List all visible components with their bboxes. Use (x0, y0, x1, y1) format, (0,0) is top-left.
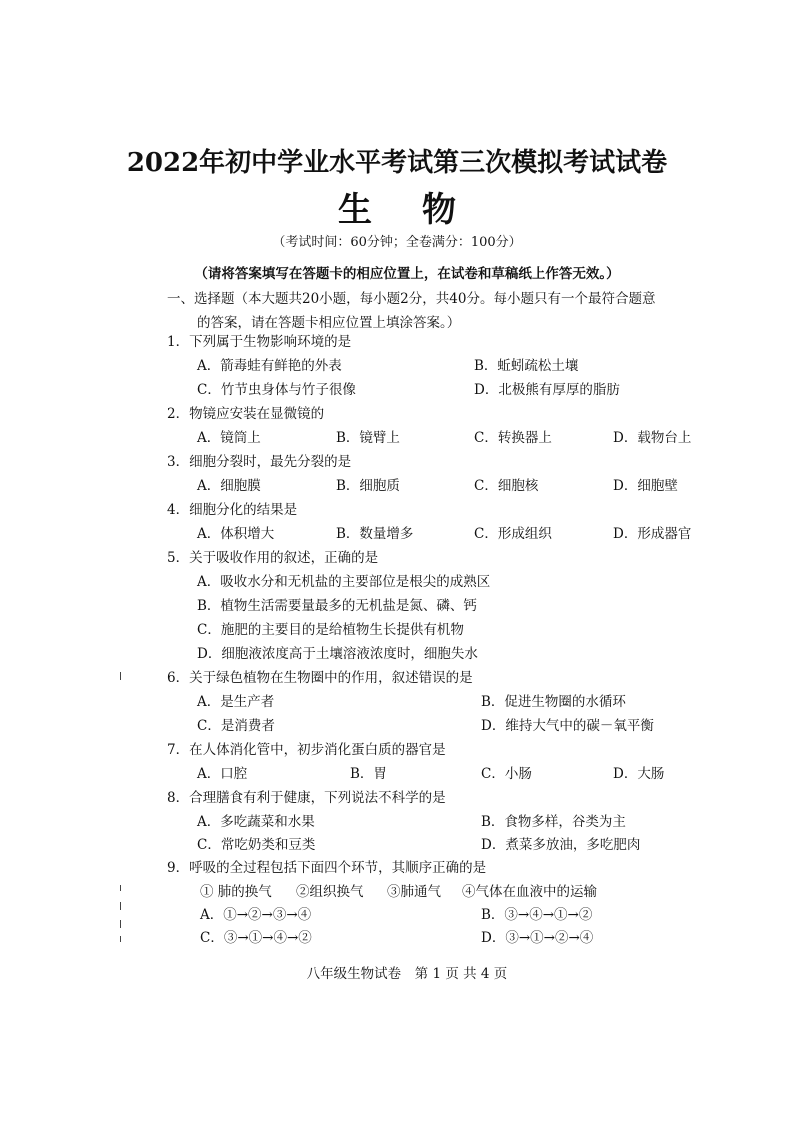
question-9-option-d: D．③→①→②→④ (481, 930, 594, 946)
question-1-option-c: C．竹节虫身体与竹子很像 (197, 382, 356, 398)
margin-mark (120, 672, 121, 680)
section-line-2: 的答案，请在答题卡相应位置上填涂答案。） (197, 315, 461, 331)
section-line-1: 一、选择题（本大题共20小题，每小题2分，共40分。每小题只有一个最符合题意 (167, 291, 656, 307)
question-5-stem: 5．关于吸收作用的叙述，正确的是 (167, 550, 379, 566)
question-1-option-d: D．北极熊有厚厚的脂肪 (474, 382, 620, 398)
question-2-option-d: D．载物台上 (613, 430, 692, 446)
page-footer: 八年级生物试卷 第 1 页 共 4 页 (306, 966, 508, 982)
question-2-option-c: C．转换器上 (474, 430, 552, 446)
exam-notice: （请将答案填写在答题卡的相应位置上，在试卷和草稿纸上作答无效。） (194, 266, 620, 282)
question-8-option-d: D．煮菜多放油，多吃肥肉 (481, 837, 641, 853)
question-3-option-a: A．细胞膜 (197, 478, 261, 494)
question-5-option-a: A．吸收水分和无机盐的主要部位是根尖的成熟区 (197, 574, 491, 590)
question-4-option-a: A．体积增大 (197, 526, 275, 542)
question-2-option-b: B．镜臂上 (336, 430, 400, 446)
question-2-stem: 2．物镜应安装在显微镜的 (167, 406, 325, 422)
question-6-option-c: C．是消费者 (197, 718, 275, 734)
margin-mark (120, 902, 121, 910)
question-3-option-c: C．细胞核 (474, 478, 539, 494)
question-1-option-b: B．蚯蚓疏松土壤 (474, 358, 579, 374)
question-4-option-b: B．数量增多 (336, 526, 414, 542)
question-9-option-c: C．③→①→④→② (200, 930, 312, 946)
question-7-option-a: A．口腔 (197, 766, 248, 782)
question-4-option-d: D．形成器官 (613, 526, 692, 542)
question-3-option-d: D．细胞壁 (613, 478, 678, 494)
question-8-option-a: A．多吃蔬菜和水果 (197, 814, 315, 830)
question-2-option-a: A．镜筒上 (197, 430, 261, 446)
exam-meta: （考试时间：60分钟；全卷满分：100分） (272, 235, 522, 250)
subject-heading: 生物 (338, 190, 506, 230)
question-6-option-d: D．维持大气中的碳－氧平衡 (481, 718, 654, 734)
question-9-step-2: ②组织换气 (296, 884, 364, 900)
question-8-option-c: C．常吃奶类和豆类 (197, 837, 316, 853)
question-9-stem: 9．呼吸的全过程包括下面四个环节，其顺序正确的是 (167, 860, 487, 876)
question-7-option-b: B．胃 (350, 766, 387, 782)
question-6-option-b: B．促进生物圈的水循环 (481, 694, 626, 710)
question-5-option-b: B．植物生活需要量最多的无机盐是氮、磷、钙 (197, 598, 477, 614)
question-1-option-a: A．箭毒蛙有鲜艳的外表 (197, 358, 342, 374)
question-5-option-d: D．细胞液浓度高于土壤溶液浓度时，细胞失水 (197, 646, 478, 662)
question-9-option-b: B．③→④→①→② (481, 907, 593, 923)
question-6-stem: 6．关于绿色植物在生物圈中的作用，叙述错误的是 (167, 670, 473, 686)
question-7-option-c: C．小肠 (481, 766, 532, 782)
question-3-option-b: B．细胞质 (336, 478, 400, 494)
question-5-option-c: C．施肥的主要目的是给植物生长提供有机物 (197, 622, 464, 638)
exam-title: 2022年初中学业水平考试第三次模拟考试试卷 (126, 148, 668, 178)
margin-mark (120, 936, 121, 942)
question-9-option-a: A．①→②→③→④ (200, 907, 312, 923)
question-3-stem: 3．细胞分裂时，最先分裂的是 (167, 454, 352, 470)
question-9-step-1: ① 肺的换气 (200, 884, 272, 900)
margin-mark (120, 920, 121, 928)
question-1-stem: 1．下列属于生物影响环境的是 (167, 334, 352, 350)
question-4-stem: 4．细胞分化的结果是 (167, 502, 298, 518)
question-9-step-3: ③肺通气 (387, 884, 441, 900)
question-6-option-a: A．是生产者 (197, 694, 275, 710)
question-9-step-4: ④气体在血液中的运输 (462, 884, 597, 900)
question-7-option-d: D．大肠 (613, 766, 665, 782)
question-8-option-b: B．食物多样，谷类为主 (481, 814, 626, 830)
question-4-option-c: C．形成组织 (474, 526, 552, 542)
section-instructions (167, 287, 702, 335)
margin-mark (120, 885, 121, 891)
question-8-stem: 8．合理膳食有利于健康，下列说法不科学的是 (167, 790, 446, 806)
question-7-stem: 7．在人体消化管中，初步消化蛋白质的器官是 (167, 742, 446, 758)
